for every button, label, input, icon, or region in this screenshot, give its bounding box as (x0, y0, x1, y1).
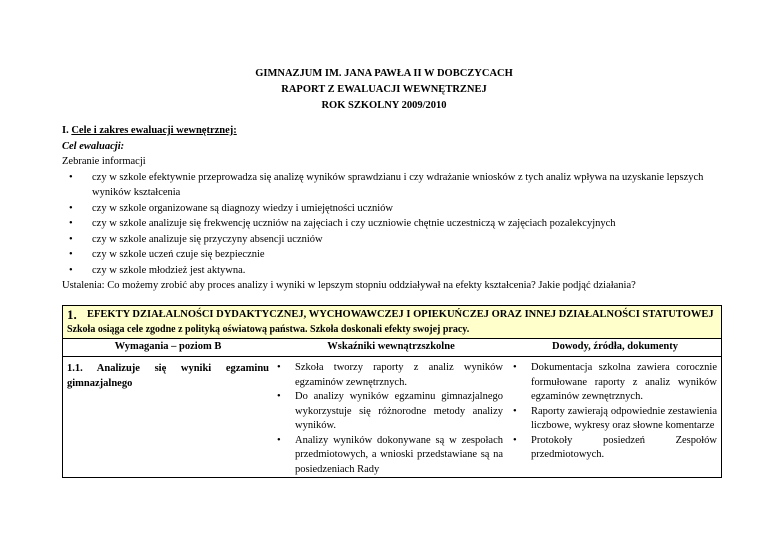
bullet-icon: • (277, 391, 281, 402)
bullet-icon: • (69, 249, 73, 260)
bullet-icon: • (69, 233, 73, 245)
list-item: • czy w szkole organizowane są diagnozy wiedzy i umiejętności uczniów (69, 201, 722, 217)
indicators-cell (273, 357, 509, 477)
bullet-icon: • (69, 218, 73, 229)
bullet-icon: • (513, 405, 517, 417)
list-item: • czy w szkole efektywnie przeprowadza się analizę wyników sprawdzianu i czy wdrażanie wniosków z tych analiz wpływa na uzyskanie lepszych wyników kształcenia (69, 171, 704, 198)
goal-list (62, 170, 722, 279)
section1-title: EFEKTY DZIAŁALNOŚCI DYDAKTYCZNEJ, WYCHOWAWCZEJ I OPIEKUŃCZEJ ORAZ INNEJ DZIAŁALNOŚCI STATUTOWEJ (87, 309, 714, 320)
evidence-cell (509, 357, 721, 477)
school-name: GIMNAZJUM IM. JANA PAWŁA II W DOBCZYCACH (255, 68, 513, 79)
col-requirements: Wymagania – poziom B (114, 341, 222, 352)
bullet-icon: • (513, 434, 517, 446)
document-header (0, 66, 768, 114)
list-item: • Protokoły posiedzeń Zespołów przedmiotowych. (513, 434, 717, 460)
list-item: • Analizy wyników dokonywane są w zespołach przedmiotowych, a wnioski przedstawiane są na posiedzeniach Rady (277, 434, 503, 475)
table-header-block (63, 306, 721, 338)
bullet-icon: • (69, 202, 73, 214)
section-heading (62, 123, 722, 139)
requirement-cell: 1.1. Analizuje się wyniki egzaminu gimnazjalnego (67, 363, 269, 389)
column-headers (63, 338, 721, 356)
list-item: • Do analizy wyników egzaminu gimnazjalnego wykorzystuje się różnorodne metody analizy wyników. (277, 391, 503, 431)
bullet-icon: • (277, 362, 281, 373)
school-year: ROK SZKOLNY 2009/2010 (321, 100, 447, 111)
bullet-icon: • (513, 362, 517, 373)
list-item: • Raporty zawierają odpowiednie zestawienia liczbowe, wykresy oraz słowne komentarze (513, 405, 717, 431)
intro-section (62, 123, 722, 294)
list-item: • czy w szkole analizuje się przyczyny absencji uczniów (69, 232, 722, 248)
goal-label: Cel ewaluacji: (62, 140, 125, 152)
section1-subtitle: Szkoła osiąga cele zgodne z polityką oświatową państwa. Szkoła doskonali efekty swojej pracy. (67, 324, 470, 335)
evaluation-table (62, 305, 722, 478)
collect-label: Zebranie informacji (62, 156, 146, 167)
section-title: Cele i zakres ewaluacji wewnętrznej: (71, 125, 237, 136)
list-item: • Szkoła tworzy raporty z analiz wyników egzaminów zewnętrznych. (277, 362, 503, 388)
list-item: • czy w szkole analizuje się frekwencję uczniów na zajęciach i czy uczniowie chętnie uczestniczą w zajęciach pozalekcyjnych (69, 216, 722, 232)
col-indicators: Wskaźniki wewnątrzszkolne (327, 341, 455, 352)
list-item: • Dokumentacja szkolna zawiera corocznie formułowane raporty z analiz wyników egzaminów zewnętrznych. (513, 362, 717, 402)
col-evidence: Dowody, źródła, dokumenty (551, 341, 678, 352)
list-item: • czy w szkole uczeń czuje się bezpiecznie (69, 247, 722, 263)
bullet-icon: • (69, 264, 73, 276)
section-number: I. (62, 125, 72, 136)
table-row (63, 356, 721, 477)
bullet-icon: • (277, 434, 281, 446)
findings: Ustalenia: Co możemy zrobić aby proces analizy i wyniki w lepszym stopniu oddziaływał na efekty kształcenia? Jakie podjąć działania? (62, 280, 636, 291)
section1-number: 1. (67, 307, 77, 322)
report-title: RAPORT Z EWALUACJI WEWNĘTRZNEJ (281, 84, 487, 95)
list-item: • czy w szkole młodzież jest aktywna. (69, 263, 722, 279)
bullet-icon: • (69, 171, 73, 183)
